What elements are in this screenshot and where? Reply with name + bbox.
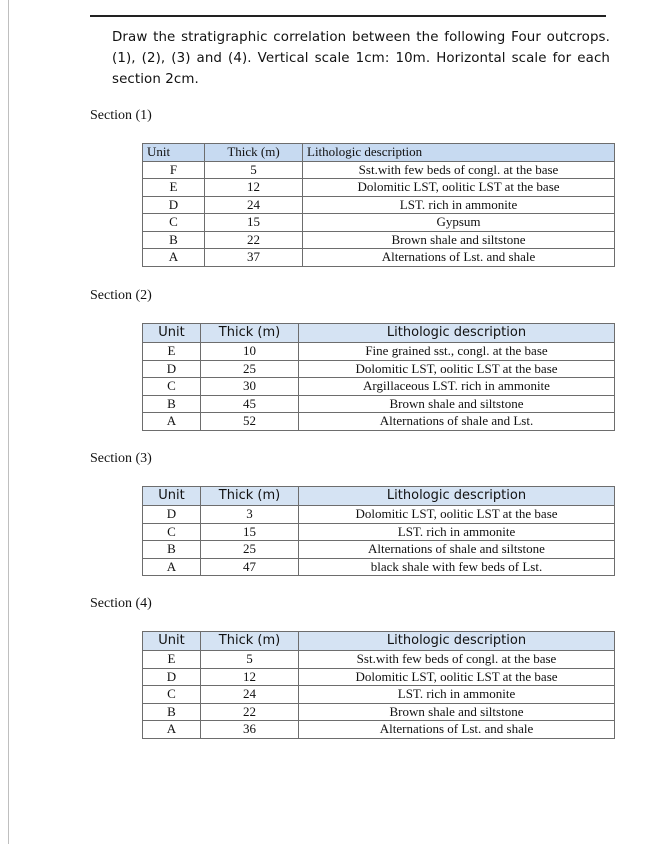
description-cell: Sst.with few beds of congl. at the base bbox=[299, 651, 615, 669]
unit-cell: B bbox=[143, 231, 205, 249]
thick-cell: 5 bbox=[205, 161, 303, 179]
header-description: Lithologic description bbox=[299, 632, 615, 651]
unit-cell: E bbox=[143, 179, 205, 197]
table-row bbox=[143, 721, 615, 739]
thick-cell: 3 bbox=[201, 506, 299, 524]
thick-cell: 10 bbox=[201, 343, 299, 361]
thick-cell: 12 bbox=[205, 179, 303, 197]
table-row bbox=[143, 668, 615, 686]
thick-cell: 5 bbox=[201, 651, 299, 669]
section-1-label: Section (1) bbox=[90, 108, 152, 123]
description-cell: LST. rich in ammonite bbox=[299, 686, 615, 704]
table-row bbox=[143, 506, 615, 524]
unit-cell: F bbox=[143, 161, 205, 179]
unit-cell: B bbox=[143, 395, 201, 413]
table-row bbox=[143, 651, 615, 669]
description-cell: Sst.with few beds of congl. at the base bbox=[303, 161, 615, 179]
table-row bbox=[143, 558, 615, 576]
section-4-label: Section (4) bbox=[90, 596, 152, 611]
description-cell: Gypsum bbox=[303, 214, 615, 232]
thick-cell: 12 bbox=[201, 668, 299, 686]
description-cell: Argillaceous LST. rich in ammonite bbox=[299, 378, 615, 396]
section-3-label: Section (3) bbox=[90, 451, 152, 466]
table-row bbox=[143, 395, 615, 413]
header-description: Lithologic description bbox=[303, 144, 615, 162]
unit-cell: E bbox=[143, 343, 201, 361]
unit-cell: B bbox=[143, 541, 201, 559]
thick-cell: 37 bbox=[205, 249, 303, 267]
unit-cell: D bbox=[143, 360, 201, 378]
section-2-label: Section (2) bbox=[90, 288, 152, 303]
thick-cell: 30 bbox=[201, 378, 299, 396]
thick-cell: 25 bbox=[201, 541, 299, 559]
table-row bbox=[143, 179, 615, 197]
description-cell: Dolomitic LST, oolitic LST at the base bbox=[299, 668, 615, 686]
instructions-text: Draw the stratigraphic correlation between the following Four outcrops. (1), (2), (3) and (4). Vertical scale 1cm: 10m. Horizontal scale for each section 2cm. bbox=[112, 30, 610, 87]
page-left-edge bbox=[8, 0, 9, 844]
header-unit: Unit bbox=[143, 487, 201, 506]
unit-cell: A bbox=[143, 558, 201, 576]
table-row bbox=[143, 231, 615, 249]
unit-cell: B bbox=[143, 703, 201, 721]
unit-cell: A bbox=[143, 249, 205, 267]
thick-cell: 52 bbox=[201, 413, 299, 431]
thick-cell: 22 bbox=[201, 703, 299, 721]
thick-cell: 24 bbox=[201, 686, 299, 704]
table-row bbox=[143, 378, 615, 396]
unit-cell: C bbox=[143, 378, 201, 396]
table-row bbox=[143, 343, 615, 361]
description-cell: Brown shale and siltstone bbox=[299, 703, 615, 721]
table-row bbox=[143, 523, 615, 541]
description-cell: Brown shale and siltstone bbox=[303, 231, 615, 249]
table-row bbox=[143, 686, 615, 704]
header-unit: Unit bbox=[143, 144, 205, 162]
thick-cell: 24 bbox=[205, 196, 303, 214]
table-header-row bbox=[143, 324, 615, 343]
unit-cell: C bbox=[143, 214, 205, 232]
table-row bbox=[143, 249, 615, 267]
header-thick: Thick (m) bbox=[205, 144, 303, 162]
description-cell: Alternations of Lst. and shale bbox=[303, 249, 615, 267]
table-row bbox=[143, 413, 615, 431]
thick-cell: 36 bbox=[201, 721, 299, 739]
unit-cell: C bbox=[143, 686, 201, 704]
description-cell: Dolomitic LST, oolitic LST at the base bbox=[299, 360, 615, 378]
unit-cell: A bbox=[143, 413, 201, 431]
header-unit: Unit bbox=[143, 632, 201, 651]
description-cell: Fine grained sst., congl. at the base bbox=[299, 343, 615, 361]
description-cell: LST. rich in ammonite bbox=[303, 196, 615, 214]
table-row bbox=[143, 360, 615, 378]
thick-cell: 15 bbox=[201, 523, 299, 541]
description-cell: Dolomitic LST, oolitic LST at the base bbox=[303, 179, 615, 197]
table-header-row bbox=[143, 144, 615, 162]
description-cell: Alternations of shale and Lst. bbox=[299, 413, 615, 431]
table-row bbox=[143, 161, 615, 179]
thick-cell: 25 bbox=[201, 360, 299, 378]
description-cell: Brown shale and siltstone bbox=[299, 395, 615, 413]
table-header-row bbox=[143, 487, 615, 506]
unit-cell: C bbox=[143, 523, 201, 541]
unit-cell: E bbox=[143, 651, 201, 669]
description-cell: Alternations of Lst. and shale bbox=[299, 721, 615, 739]
header-description: Lithologic description bbox=[299, 324, 615, 343]
section-2-table bbox=[142, 323, 615, 431]
header-thick: Thick (m) bbox=[201, 632, 299, 651]
thick-cell: 45 bbox=[201, 395, 299, 413]
table-row bbox=[143, 214, 615, 232]
table-row bbox=[143, 196, 615, 214]
unit-cell: D bbox=[143, 668, 201, 686]
table-row bbox=[143, 703, 615, 721]
section-4-table bbox=[142, 631, 615, 739]
header-description: Lithologic description bbox=[299, 487, 615, 506]
table-header-row bbox=[143, 632, 615, 651]
description-cell: Alternations of shale and siltstone bbox=[299, 541, 615, 559]
header-unit: Unit bbox=[143, 324, 201, 343]
thick-cell: 22 bbox=[205, 231, 303, 249]
section-1-table bbox=[142, 143, 615, 267]
section-3-table bbox=[142, 486, 615, 576]
unit-cell: D bbox=[143, 196, 205, 214]
top-rule bbox=[90, 15, 606, 17]
description-cell: black shale with few beds of Lst. bbox=[299, 558, 615, 576]
description-cell: LST. rich in ammonite bbox=[299, 523, 615, 541]
table-row bbox=[143, 541, 615, 559]
header-thick: Thick (m) bbox=[201, 487, 299, 506]
unit-cell: A bbox=[143, 721, 201, 739]
thick-cell: 47 bbox=[201, 558, 299, 576]
unit-cell: D bbox=[143, 506, 201, 524]
thick-cell: 15 bbox=[205, 214, 303, 232]
header-thick: Thick (m) bbox=[201, 324, 299, 343]
description-cell: Dolomitic LST, oolitic LST at the base bbox=[299, 506, 615, 524]
